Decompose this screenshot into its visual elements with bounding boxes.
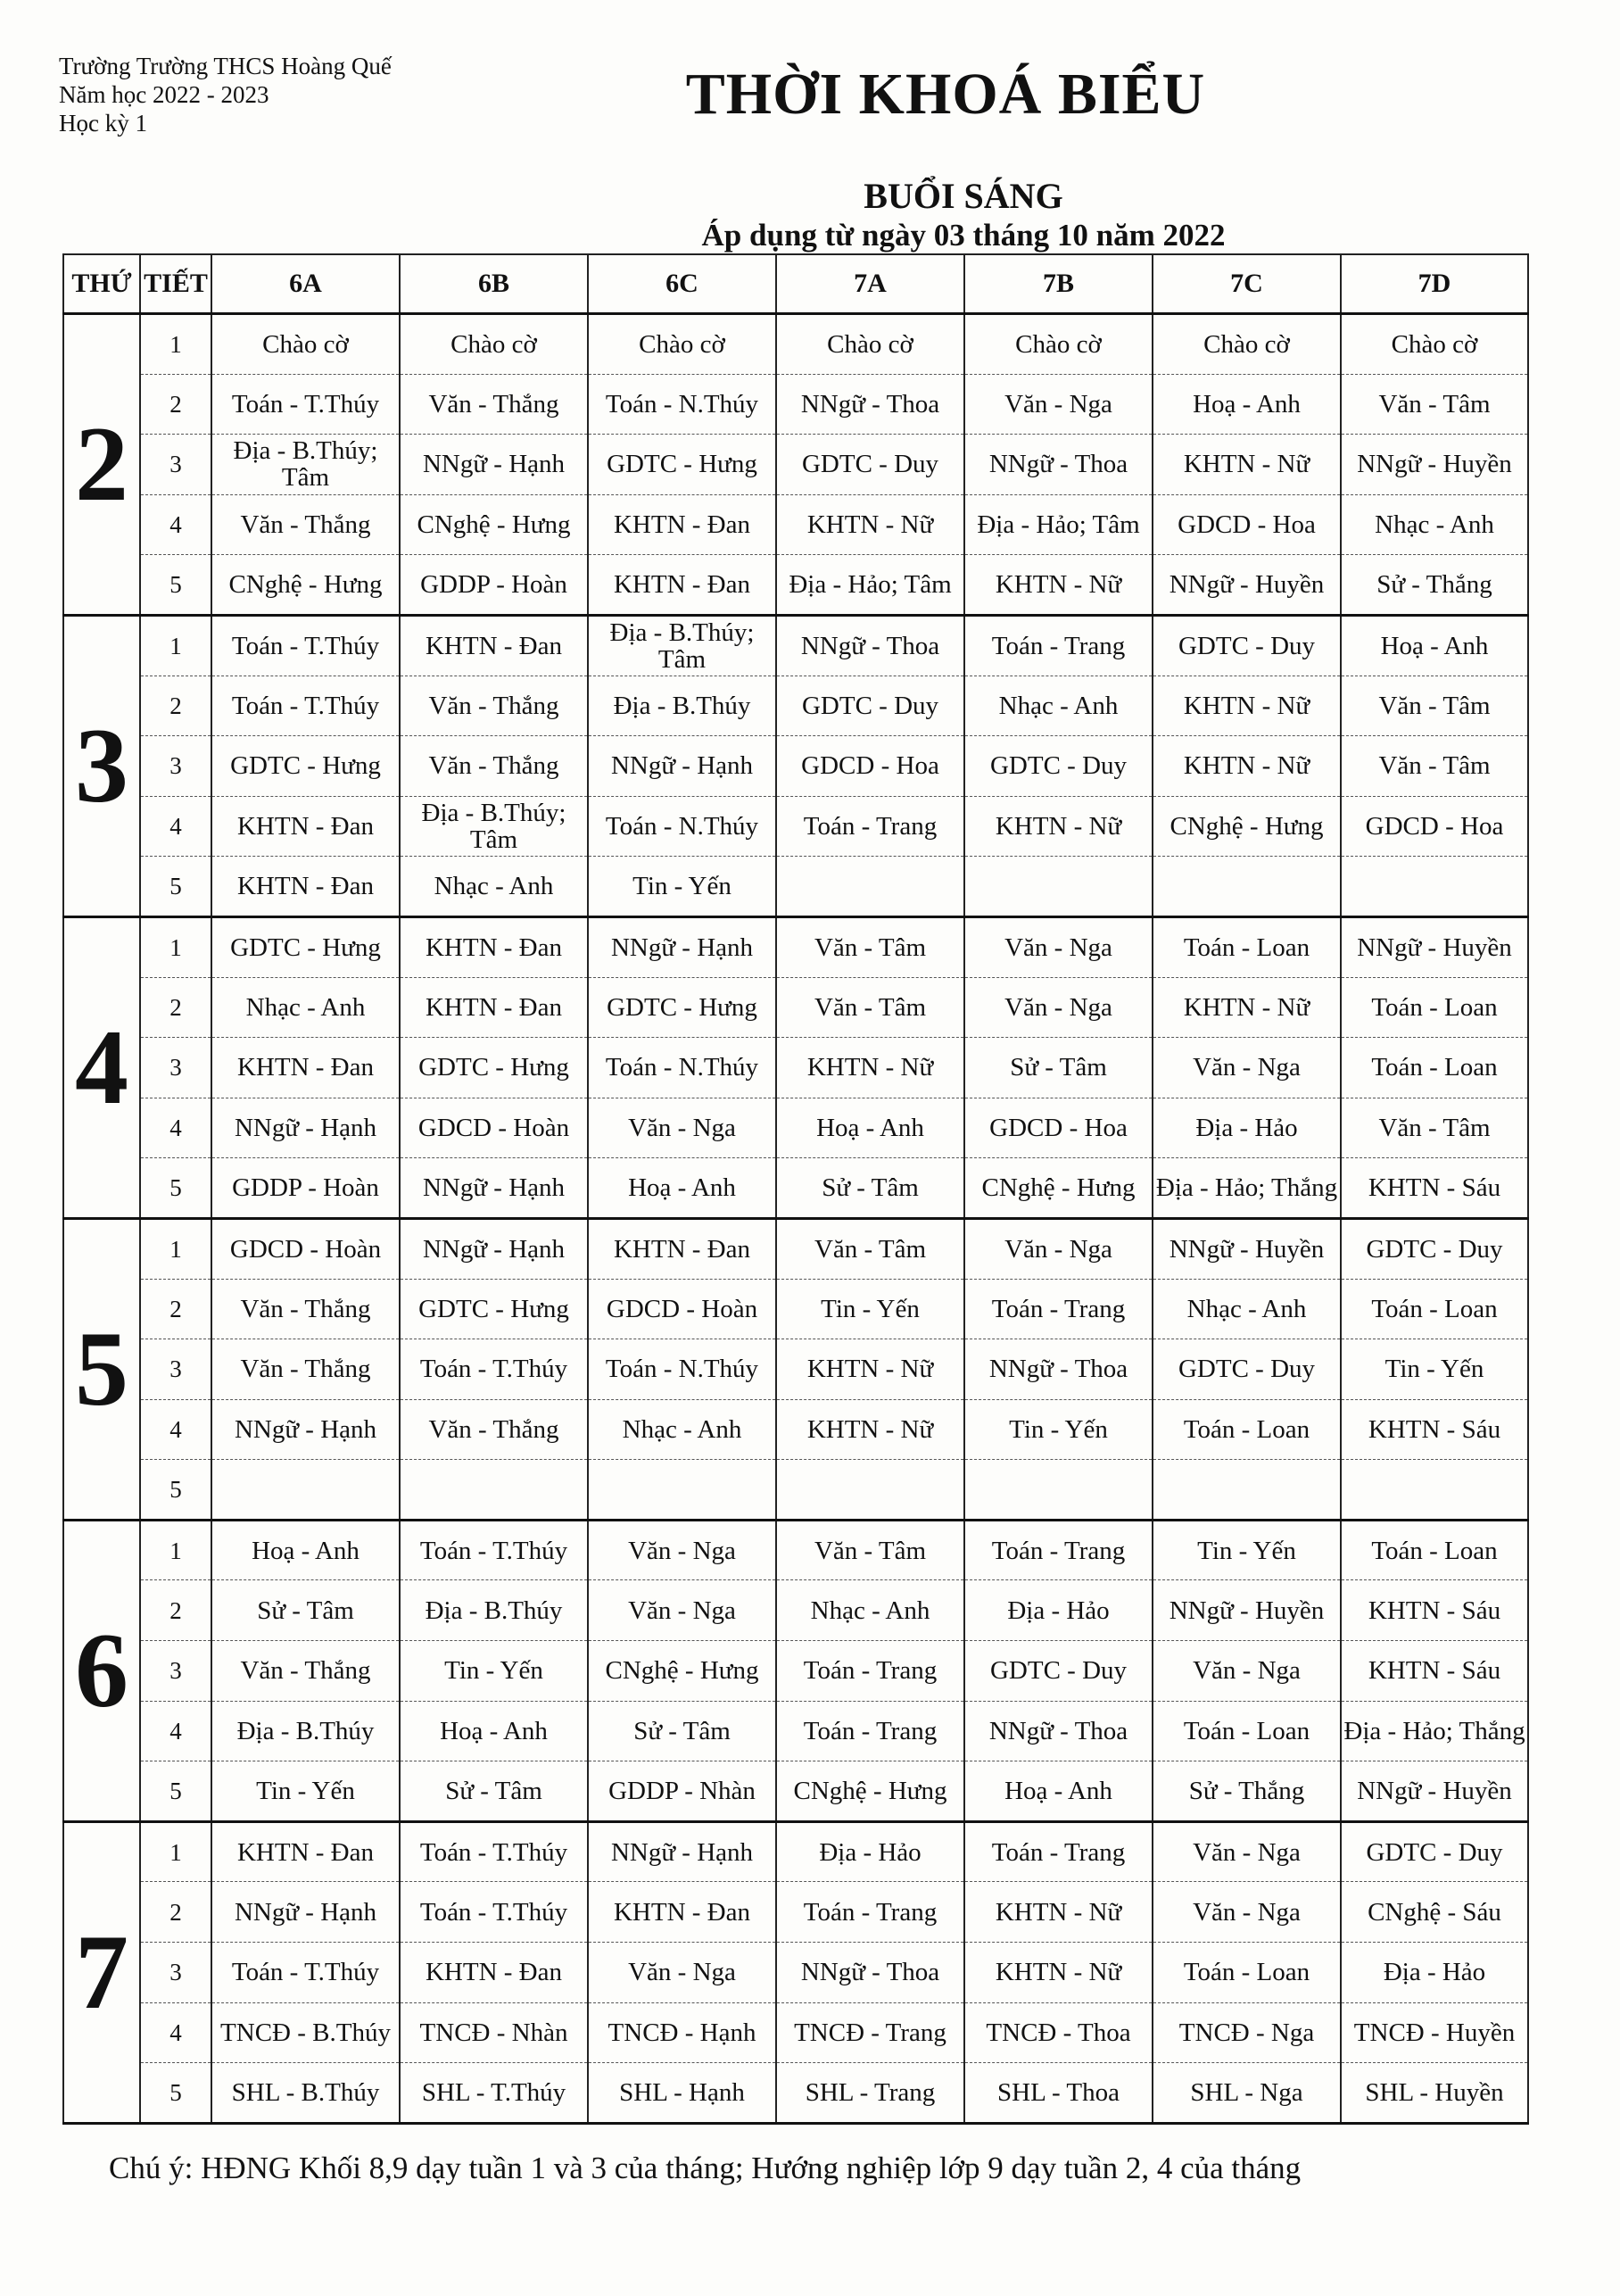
lesson-cell: Địa - B.Thúy; Tâm [588,615,776,676]
lesson-cell: KHTN - Nữ [776,1399,964,1460]
lesson-cell: Toán - T.Thúy [211,676,400,736]
lesson-cell: Văn - Tâm [1341,374,1528,435]
column-header-day: THỨ [63,254,140,314]
table-row [63,1098,1528,1158]
lesson-cell: Văn - Nga [1153,1038,1341,1098]
lesson-cell: GDCD - Hoàn [400,1098,588,1158]
lesson-cell: GDCD - Hoa [1153,494,1341,555]
lesson-cell: NNgữ - Thoa [776,615,964,676]
semester: Học kỳ 1 [59,110,147,137]
lesson-cell: KHTN - Đan [588,1882,776,1943]
period-cell: 3 [140,435,211,495]
lesson-cell: Toán - Loan [1153,916,1341,977]
school-info [59,52,392,137]
period-cell: 2 [140,374,211,435]
table-row [63,494,1528,555]
period-cell: 4 [140,1098,211,1158]
lesson-cell: Chào cờ [1341,314,1528,375]
lesson-cell: Toán - Loan [1153,1943,1341,2003]
lesson-cell: Văn - Nga [964,916,1153,977]
lesson-cell: Tin - Yến [776,1279,964,1339]
lesson-cell: Tin - Yến [964,1399,1153,1460]
lesson-cell: NNgữ - Hạnh [588,736,776,797]
lesson-cell: Hoạ - Anh [588,1158,776,1219]
lesson-cell: Văn - Tâm [1341,676,1528,736]
period-cell: 5 [140,857,211,917]
lesson-cell: Địa - Hảo [776,1821,964,1882]
lesson-cell: SHL - Huyền [1341,2063,1528,2124]
lesson-cell: Văn - Nga [588,1943,776,2003]
lesson-cell: Địa - Hảo; Tâm [964,494,1153,555]
lesson-cell: KHTN - Đan [588,1218,776,1279]
lesson-cell: GDDP - Nhàn [588,1761,776,1822]
lesson-cell: TNCĐ - Nhàn [400,2002,588,2063]
day-cell: 2 [63,314,140,616]
table-row [63,736,1528,797]
lesson-cell: KHTN - Nữ [1153,435,1341,495]
lesson-cell [1153,857,1341,917]
session-title: BUỔI SÁNG [864,176,1063,216]
lesson-cell: Toán - Trang [964,1821,1153,1882]
lesson-cell: Nhạc - Anh [400,857,588,917]
lesson-cell: Chào cờ [776,314,964,375]
lesson-cell [400,1460,588,1521]
lesson-cell: Văn - Thắng [211,1339,400,1400]
lesson-cell: Hoạ - Anh [776,1098,964,1158]
lesson-cell: NNgữ - Thoa [964,1701,1153,1761]
period-cell: 2 [140,1580,211,1641]
period-cell: 5 [140,1761,211,1822]
lesson-cell: SHL - T.Thúy [400,2063,588,2124]
lesson-cell: GDTC - Duy [964,736,1153,797]
lesson-cell: Văn - Thắng [211,1641,400,1702]
table-row [63,1580,1528,1641]
lesson-cell: Hoạ - Anh [211,1520,400,1580]
period-cell: 4 [140,2002,211,2063]
timetable [62,253,1529,2125]
footer-note: Chú ý: HĐNG Khối 8,9 dạy tuần 1 và 3 của tháng; Hướng nghiệp lớp 9 dạy tuần 2, 4 của tháng [109,2151,1302,2185]
lesson-cell: GDTC - Duy [1341,1821,1528,1882]
lesson-cell: Văn - Nga [964,374,1153,435]
lesson-cell: GDTC - Duy [1153,615,1341,676]
lesson-cell: SHL - Hạnh [588,2063,776,2124]
lesson-cell: Hoạ - Anh [964,1761,1153,1822]
lesson-cell: KHTN - Sáu [1341,1399,1528,1460]
period-cell: 1 [140,1218,211,1279]
lesson-cell: Hoạ - Anh [400,1701,588,1761]
lesson-cell: Toán - T.Thúy [400,1520,588,1580]
period-cell: 3 [140,736,211,797]
lesson-cell: Địa - B.Thúy [400,1580,588,1641]
column-header-class: 7C [1153,254,1341,314]
lesson-cell: GDTC - Duy [964,1641,1153,1702]
period-cell: 1 [140,916,211,977]
timetable-body [63,314,1528,2124]
lesson-cell [964,1460,1153,1521]
table-row [63,676,1528,736]
lesson-cell: NNgữ - Huyền [1341,435,1528,495]
page-title: THỜI KHOÁ BIỂU [685,62,1206,127]
column-header-class: 6A [211,254,400,314]
lesson-cell: CNghệ - Hưng [964,1158,1153,1219]
lesson-cell: CNghệ - Hưng [1153,796,1341,857]
lesson-cell: Địa - Hảo [1341,1943,1528,2003]
lesson-cell: Văn - Thắng [400,736,588,797]
period-cell: 1 [140,314,211,375]
lesson-cell: Toán - Trang [776,1882,964,1943]
period-cell: 1 [140,615,211,676]
lesson-cell [776,1460,964,1521]
lesson-cell: NNgữ - Hạnh [588,1821,776,1882]
period-cell: 5 [140,2063,211,2124]
lesson-cell: KHTN - Đan [588,555,776,616]
lesson-cell: Toán - Trang [776,1701,964,1761]
day-cell: 3 [63,615,140,916]
lesson-cell: GDDP - Hoàn [211,1158,400,1219]
lesson-cell: Sử - Tâm [400,1761,588,1822]
lesson-cell: SHL - Thoa [964,2063,1153,2124]
lesson-cell: KHTN - Sáu [1341,1158,1528,1219]
lesson-cell: NNgữ - Thoa [776,1943,964,2003]
lesson-cell: KHTN - Đan [211,1821,400,1882]
lesson-cell: KHTN - Nữ [1153,736,1341,797]
lesson-cell: Văn - Tâm [776,977,964,1038]
lesson-cell: Địa - Hảo; Tâm [776,555,964,616]
lesson-cell: TNCĐ - Huyền [1341,2002,1528,2063]
lesson-cell: Văn - Nga [588,1520,776,1580]
lesson-cell: NNgữ - Thoa [964,1339,1153,1400]
period-cell: 3 [140,1943,211,2003]
lesson-cell: Văn - Thắng [211,494,400,555]
lesson-cell: Toán - T.Thúy [211,374,400,435]
lesson-cell: Văn - Tâm [776,916,964,977]
period-cell: 2 [140,676,211,736]
period-cell: 3 [140,1339,211,1400]
lesson-cell: Địa - Hảo; Thắng [1341,1701,1528,1761]
column-header-class: 6C [588,254,776,314]
lesson-cell: Toán - N.Thúy [588,796,776,857]
lesson-cell: TNCĐ - Trang [776,2002,964,2063]
lesson-cell: SHL - Trang [776,2063,964,2124]
lesson-cell: Địa - B.Thúy; Tâm [400,796,588,857]
lesson-cell: GDCD - Hoa [964,1098,1153,1158]
lesson-cell: KHTN - Đan [400,615,588,676]
lesson-cell: NNgữ - Hạnh [211,1399,400,1460]
lesson-cell: Chào cờ [588,314,776,375]
lesson-cell: Toán - T.Thúy [400,1882,588,1943]
lesson-cell: Văn - Nga [964,1218,1153,1279]
lesson-cell: KHTN - Nữ [1153,977,1341,1038]
lesson-cell: NNgữ - Hạnh [400,1158,588,1219]
lesson-cell: Văn - Nga [588,1098,776,1158]
lesson-cell: Toán - Loan [1153,1701,1341,1761]
timetable-wrapper [62,253,1527,2125]
day-cell: 4 [63,916,140,1218]
lesson-cell: Toán - Loan [1341,1520,1528,1580]
lesson-cell: GDTC - Hưng [211,736,400,797]
lesson-cell: SHL - B.Thúy [211,2063,400,2124]
lesson-cell [964,857,1153,917]
lesson-cell: Toán - N.Thúy [588,374,776,435]
lesson-cell: Văn - Nga [1153,1882,1341,1943]
lesson-cell: Địa - B.Thúy [211,1701,400,1761]
column-header-class: 7A [776,254,964,314]
table-row [63,1641,1528,1702]
lesson-cell: Toán - T.Thúy [400,1339,588,1400]
lesson-cell [1341,1460,1528,1521]
lesson-cell: Nhạc - Anh [964,676,1153,736]
lesson-cell: Toán - Loan [1153,1399,1341,1460]
table-row [63,555,1528,616]
period-cell: 2 [140,1882,211,1943]
lesson-cell: GDTC - Hưng [400,1279,588,1339]
lesson-cell: KHTN - Nữ [1153,676,1341,736]
lesson-cell: Tin - Yến [400,1641,588,1702]
lesson-cell: GDCD - Hoa [1341,796,1528,857]
lesson-cell: Toán - T.Thúy [400,1821,588,1882]
header-row [63,254,1528,314]
lesson-cell: NNgữ - Hạnh [400,1218,588,1279]
lesson-cell: TNCĐ - Nga [1153,2002,1341,2063]
lesson-cell: NNgữ - Huyền [1153,1218,1341,1279]
school-year: Năm học 2022 - 2023 [59,81,269,108]
lesson-cell: GDTC - Hưng [400,1038,588,1098]
day-cell: 7 [63,1821,140,2123]
lesson-cell: Chào cờ [1153,314,1341,375]
lesson-cell: Địa - Hảo [964,1580,1153,1641]
lesson-cell: Văn - Tâm [1341,1098,1528,1158]
lesson-cell: Sử - Thắng [1153,1761,1341,1822]
lesson-cell: Văn - Tâm [1341,736,1528,797]
lesson-cell: Chào cờ [400,314,588,375]
period-cell: 4 [140,494,211,555]
lesson-cell: GDDP - Hoàn [400,555,588,616]
lesson-cell: Văn - Nga [588,1580,776,1641]
lesson-cell: CNghệ - Hưng [776,1761,964,1822]
table-row [63,796,1528,857]
lesson-cell: TNCĐ - B.Thúy [211,2002,400,2063]
lesson-cell: Văn - Nga [1153,1821,1341,1882]
lesson-cell: NNgữ - Huyền [1341,1761,1528,1822]
lesson-cell: CNghệ - Hưng [588,1641,776,1702]
lesson-cell: Văn - Thắng [400,1399,588,1460]
lesson-cell: KHTN - Nữ [964,1882,1153,1943]
table-row [63,1038,1528,1098]
column-header-class: 7B [964,254,1153,314]
lesson-cell: Địa - B.Thúy [588,676,776,736]
period-cell: 4 [140,1701,211,1761]
lesson-cell [588,1460,776,1521]
period-cell: 5 [140,1158,211,1219]
period-cell: 1 [140,1821,211,1882]
table-row [63,314,1528,375]
column-header-class: 7D [1341,254,1528,314]
lesson-cell: CNghệ - Hưng [211,555,400,616]
table-row [63,1158,1528,1219]
lesson-cell: GDTC - Duy [1153,1339,1341,1400]
lesson-cell: Văn - Thắng [400,374,588,435]
table-row [63,1520,1528,1580]
lesson-cell: Toán - Loan [1341,1279,1528,1339]
lesson-cell: Toán - T.Thúy [211,615,400,676]
day-cell: 6 [63,1520,140,1821]
lesson-cell: GDTC - Hưng [588,435,776,495]
lesson-cell: Sử - Thắng [1341,555,1528,616]
lesson-cell: Văn - Nga [1153,1641,1341,1702]
lesson-cell: Tin - Yến [1153,1520,1341,1580]
lesson-cell: NNgữ - Hạnh [211,1098,400,1158]
table-row [63,1821,1528,1882]
period-cell: 1 [140,1520,211,1580]
period-cell: 2 [140,1279,211,1339]
lesson-cell: Chào cờ [211,314,400,375]
lesson-cell: KHTN - Đan [400,1943,588,2003]
lesson-cell: TNCĐ - Hạnh [588,2002,776,2063]
lesson-cell: KHTN - Đan [400,916,588,977]
lesson-cell: Toán - Trang [964,1520,1153,1580]
lesson-cell: Nhạc - Anh [588,1399,776,1460]
lesson-cell: KHTN - Sáu [1341,1641,1528,1702]
lesson-cell: Toán - Trang [776,1641,964,1702]
table-row [63,1701,1528,1761]
lesson-cell: KHTN - Đan [211,796,400,857]
lesson-cell: NNgữ - Thoa [964,435,1153,495]
day-cell: 5 [63,1218,140,1520]
lesson-cell: Tin - Yến [1341,1339,1528,1400]
table-row [63,857,1528,917]
lesson-cell: GDTC - Duy [776,435,964,495]
period-cell: 3 [140,1038,211,1098]
lesson-cell: NNgữ - Thoa [776,374,964,435]
lesson-cell: NNgữ - Hạnh [588,916,776,977]
apply-date: Áp dụng từ ngày 03 tháng 10 năm 2022 [701,218,1226,253]
lesson-cell: GDCD - Hoàn [211,1218,400,1279]
lesson-cell: Văn - Tâm [776,1520,964,1580]
lesson-cell: GDTC - Duy [1341,1218,1528,1279]
table-row [63,1279,1528,1339]
lesson-cell: NNgữ - Huyền [1341,916,1528,977]
lesson-cell: KHTN - Đan [211,1038,400,1098]
lesson-cell: Địa - Hảo [1153,1098,1341,1158]
column-header-class: 6B [400,254,588,314]
lesson-cell: Toán - Loan [1341,1038,1528,1098]
lesson-cell: Sử - Tâm [588,1701,776,1761]
lesson-cell [211,1460,400,1521]
lesson-cell: Tin - Yến [588,857,776,917]
lesson-cell: KHTN - Đan [211,857,400,917]
lesson-cell: KHTN - Nữ [776,1339,964,1400]
lesson-cell: GDCD - Hoa [776,736,964,797]
lesson-cell: Sử - Tâm [211,1580,400,1641]
lesson-cell: Nhạc - Anh [1341,494,1528,555]
lesson-cell: Toán - N.Thúy [588,1038,776,1098]
lesson-cell: Hoạ - Anh [1153,374,1341,435]
lesson-cell: KHTN - Sáu [1341,1580,1528,1641]
lesson-cell: CNghệ - Sáu [1341,1882,1528,1943]
lesson-cell: KHTN - Đan [400,977,588,1038]
table-row [63,1218,1528,1279]
lesson-cell: GDCD - Hoàn [588,1279,776,1339]
table-row [63,916,1528,977]
lesson-cell: NNgữ - Hạnh [400,435,588,495]
lesson-cell: KHTN - Nữ [964,796,1153,857]
lesson-cell: TNCĐ - Thoa [964,2002,1153,2063]
table-row [63,2002,1528,2063]
lesson-cell [1341,857,1528,917]
lesson-cell: Nhạc - Anh [1153,1279,1341,1339]
table-row [63,1761,1528,1822]
lesson-cell [776,857,964,917]
lesson-cell: Toán - Loan [1341,977,1528,1038]
lesson-cell: SHL - Nga [1153,2063,1341,2124]
lesson-cell: NNgữ - Hạnh [211,1882,400,1943]
lesson-cell: GDTC - Duy [776,676,964,736]
lesson-cell: Tin - Yến [211,1761,400,1822]
lesson-cell: Văn - Nga [964,977,1153,1038]
period-cell: 2 [140,977,211,1038]
lesson-cell: NNgữ - Huyền [1153,1580,1341,1641]
lesson-cell: Văn - Tâm [776,1218,964,1279]
table-row [63,1339,1528,1400]
lesson-cell: KHTN - Nữ [964,555,1153,616]
lesson-cell: Toán - Trang [776,796,964,857]
period-cell: 3 [140,1641,211,1702]
lesson-cell: GDTC - Hưng [211,916,400,977]
lesson-cell [1153,1460,1341,1521]
lesson-cell: Nhạc - Anh [776,1580,964,1641]
lesson-cell: Toán - Trang [964,615,1153,676]
table-row [63,1399,1528,1460]
lesson-cell: Địa - Hảo; Thắng [1153,1158,1341,1219]
table-row [63,615,1528,676]
table-row [63,1460,1528,1521]
period-cell: 4 [140,1399,211,1460]
table-row [63,977,1528,1038]
lesson-cell: Hoạ - Anh [1341,615,1528,676]
table-row [63,435,1528,495]
lesson-cell: CNghệ - Hưng [400,494,588,555]
school-name: Trường Trường THCS Hoàng Quế [59,53,392,79]
lesson-cell: Sử - Tâm [964,1038,1153,1098]
table-row [63,2063,1528,2124]
table-row [63,1882,1528,1943]
lesson-cell: KHTN - Nữ [964,1943,1153,2003]
lesson-cell: KHTN - Nữ [776,494,964,555]
lesson-cell: Nhạc - Anh [211,977,400,1038]
column-header-period: TIẾT [140,254,211,314]
lesson-cell: Văn - Thắng [400,676,588,736]
lesson-cell: Sử - Tâm [776,1158,964,1219]
lesson-cell: KHTN - Đan [588,494,776,555]
period-cell: 4 [140,796,211,857]
table-row [63,1943,1528,2003]
period-cell: 5 [140,555,211,616]
lesson-cell: Địa - B.Thúy; Tâm [211,435,400,495]
table-row [63,374,1528,435]
lesson-cell: Toán - N.Thúy [588,1339,776,1400]
lesson-cell: Văn - Thắng [211,1279,400,1339]
lesson-cell: GDTC - Hưng [588,977,776,1038]
lesson-cell: KHTN - Nữ [776,1038,964,1098]
period-cell: 5 [140,1460,211,1521]
lesson-cell: Chào cờ [964,314,1153,375]
lesson-cell: Toán - T.Thúy [211,1943,400,2003]
lesson-cell: NNgữ - Huyền [1153,555,1341,616]
lesson-cell: Toán - Trang [964,1279,1153,1339]
